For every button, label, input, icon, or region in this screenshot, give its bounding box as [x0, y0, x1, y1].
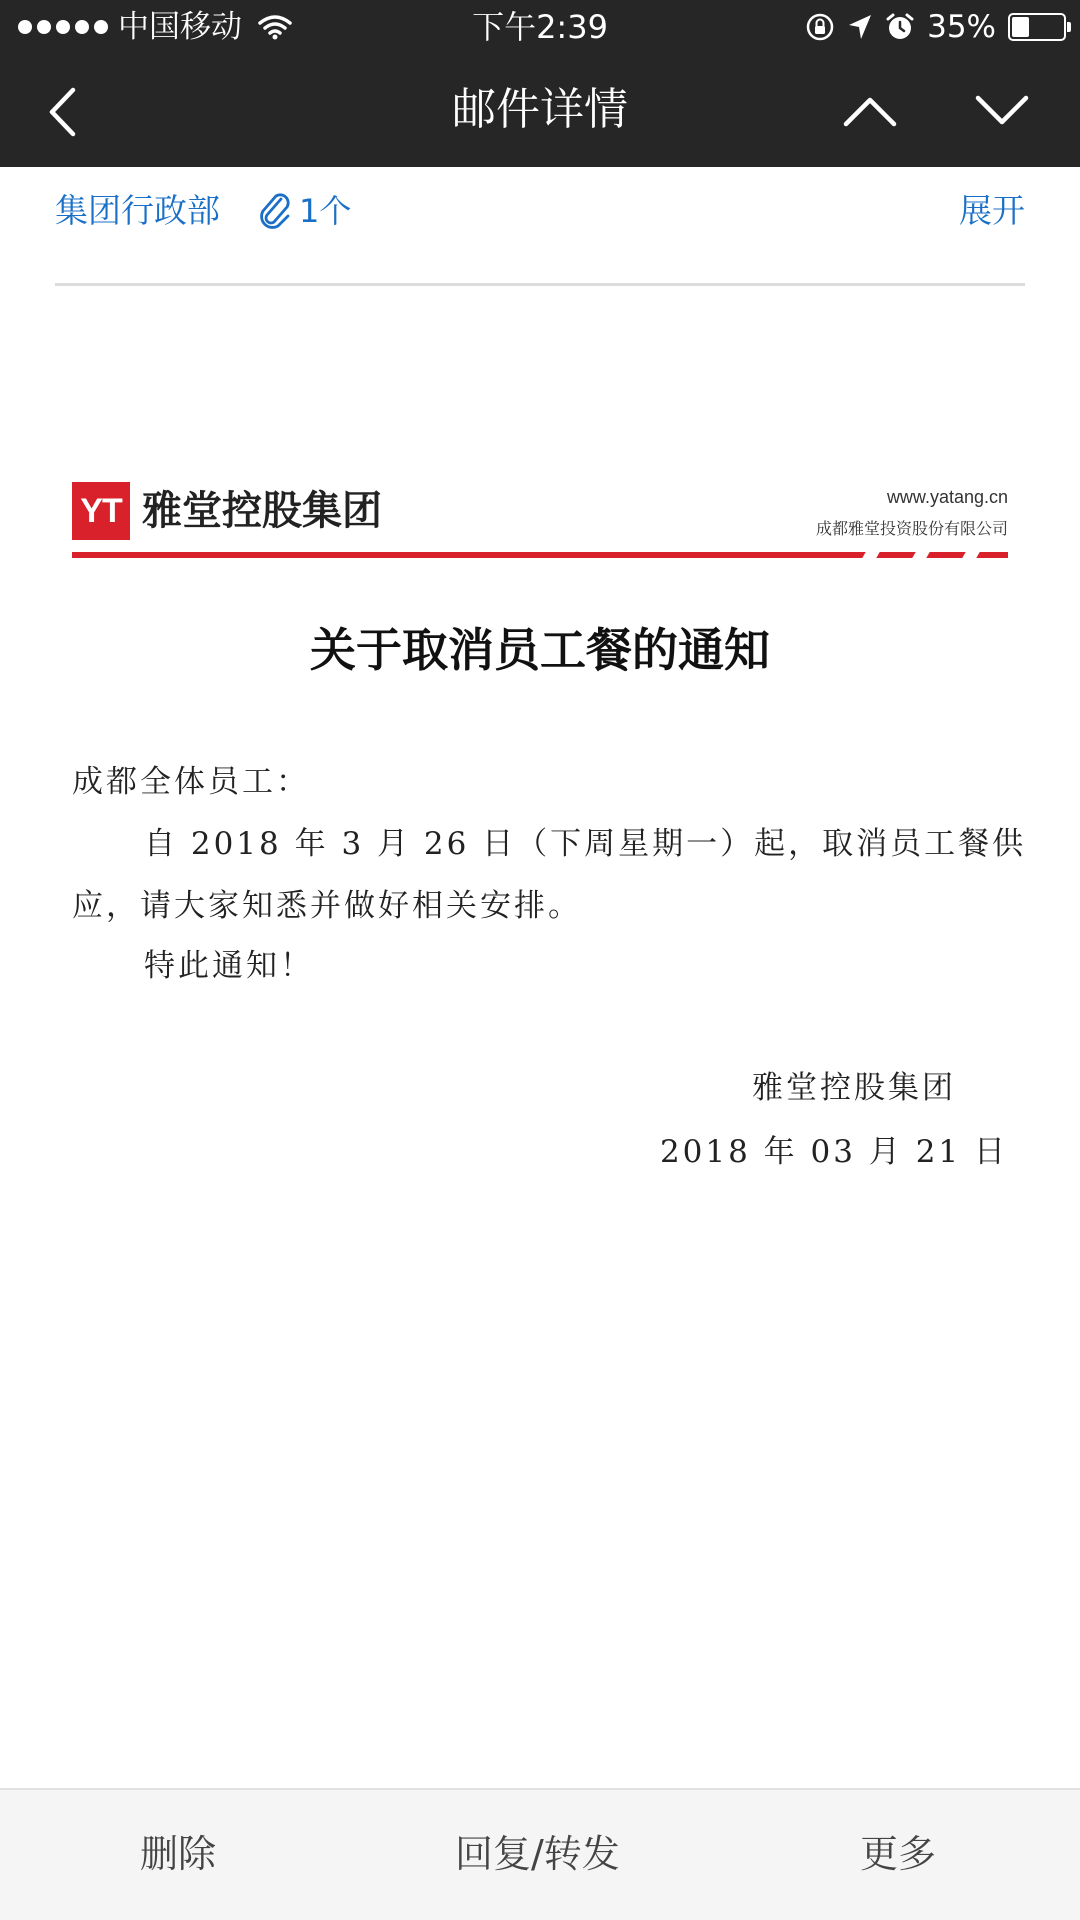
location-arrow-icon: [847, 13, 873, 41]
previous-email-chevron-up-icon[interactable]: [842, 86, 898, 136]
notice-salutation: 成都全体员工：: [72, 764, 310, 800]
letterhead-company-full: 成都雅堂投资股份有限公司: [815, 519, 1008, 538]
attachment-count: 1个: [299, 192, 352, 230]
page-title: 邮件详情: [452, 84, 628, 135]
status-time: 下午2:39: [472, 8, 608, 46]
notice-body-line: 应，请大家知悉并做好相关安排。: [72, 888, 582, 924]
battery-icon: [1008, 13, 1066, 41]
notice-closing: 特此通知！: [144, 948, 314, 984]
reply-forward-button[interactable]: 回复/转发: [455, 1832, 620, 1876]
battery-percentage: 35%: [927, 9, 996, 45]
notice-body-line: 自 2018 年 3 月 26 日（下周星期一）起，取消员工餐供: [144, 826, 1027, 862]
status-bar: [0, 0, 1080, 54]
letterhead-website: www.yatang.cn: [886, 487, 1008, 507]
alarm-icon: [885, 12, 915, 42]
expand-button[interactable]: 展开: [959, 191, 1025, 230]
notice-date: 2018 年 03 月 21 日: [659, 1134, 1008, 1170]
notice-title: 关于取消员工餐的通知: [310, 623, 770, 677]
header-divider: [55, 283, 1025, 286]
bottom-toolbar: [0, 1788, 1080, 1920]
paperclip-icon: [257, 191, 293, 231]
sender-name[interactable]: 集团行政部: [55, 191, 220, 230]
attachment-indicator[interactable]: [257, 189, 351, 233]
letterhead-company-name: 雅堂控股集团: [142, 488, 382, 534]
status-right: [805, 8, 1066, 46]
delete-button[interactable]: 删除: [140, 1832, 217, 1876]
next-email-chevron-down-icon[interactable]: [974, 86, 1030, 136]
carrier-name: 中国移动: [118, 9, 242, 45]
notice-signature: 雅堂控股集团: [752, 1070, 956, 1106]
more-button[interactable]: 更多: [860, 1832, 937, 1876]
company-logo: YT: [72, 482, 130, 540]
orientation-lock-icon: [805, 12, 835, 42]
email-header-row: [55, 185, 1025, 241]
navigation-bar: [0, 54, 1080, 167]
